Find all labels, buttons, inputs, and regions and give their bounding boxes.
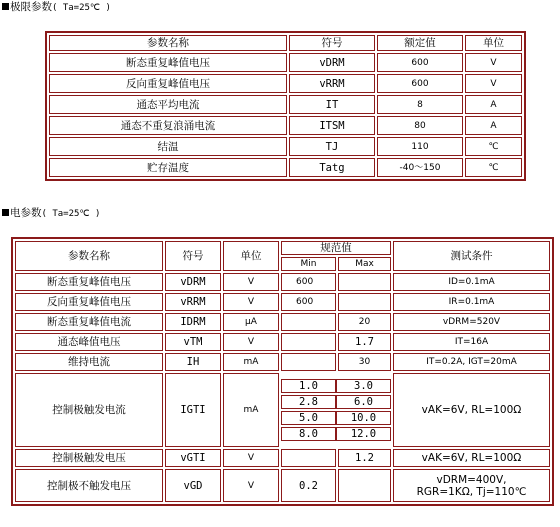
param-symbol: vTM [165, 333, 221, 351]
param-condition: vDRM=520V [393, 313, 550, 331]
param-name: 断态重复峰值电流 [15, 313, 163, 331]
col-header-name: 参数名称 [49, 35, 287, 51]
param-symbol: TJ [289, 137, 375, 156]
param-value: -40～150 [377, 158, 463, 177]
col-header-name: 参数名称 [15, 241, 163, 271]
igt-range-row [281, 427, 391, 441]
param-value: 600 [377, 53, 463, 72]
param-condition: IR=0.1mA [393, 293, 550, 311]
param-name: 通态峰值电压 [15, 333, 163, 351]
param-unit: V [223, 333, 279, 351]
table-row [49, 158, 522, 177]
col-header-max: Max [338, 257, 391, 271]
square-bullet-icon [2, 3, 9, 10]
table-row [49, 116, 522, 135]
param-unit: V [223, 469, 279, 502]
param-name: 通态平均电流 [49, 95, 287, 114]
param-min [281, 333, 336, 351]
param-symbol: Tatg [289, 158, 375, 177]
table-row [15, 449, 550, 467]
param-symbol: vGD [165, 469, 221, 502]
param-unit: mA [223, 373, 279, 447]
param-condition: vAK=6V, RL=100Ω [393, 449, 550, 467]
table-row [15, 273, 550, 291]
param-symbol: IT [289, 95, 375, 114]
param-value: 110 [377, 137, 463, 156]
table-row [49, 53, 522, 72]
param-name: 结温 [49, 137, 287, 156]
param-min [281, 353, 336, 371]
section-2-title: 电参数( Ta=25℃ ) [2, 207, 100, 220]
param-name: 维持电流 [15, 353, 163, 371]
igt-range-row [281, 411, 391, 425]
igt-range-min: 8.0 [281, 427, 336, 441]
param-name: 贮存温度 [49, 158, 287, 177]
igt-range-max: 6.0 [336, 395, 391, 409]
param-max [338, 273, 391, 291]
param-unit: mA [223, 353, 279, 371]
col-header-min: Min [281, 257, 336, 271]
igt-range-table [281, 377, 391, 443]
param-min: 600 [281, 293, 336, 311]
param-unit: V [223, 273, 279, 291]
limit-parameters-table [45, 31, 526, 181]
col-header-unit: 单位 [465, 35, 522, 51]
igt-range-max: 3.0 [336, 379, 391, 393]
param-unit: ℃ [465, 158, 522, 177]
table-row [15, 373, 550, 447]
param-name: 控制极触发电流 [15, 373, 163, 447]
param-condition: IT=16A [393, 333, 550, 351]
param-unit: V [223, 293, 279, 311]
table-row [15, 333, 550, 351]
param-unit: μA [223, 313, 279, 331]
param-name: 控制极不触发电压 [15, 469, 163, 502]
param-symbol: IDRM [165, 313, 221, 331]
col-header-condition: 测试条件 [393, 241, 550, 271]
table-row [49, 74, 522, 93]
param-value: 80 [377, 116, 463, 135]
condition-line: RGR=1KΩ, Tj=110℃ [416, 485, 527, 498]
igt-range-row [281, 395, 391, 409]
param-value: 8 [377, 95, 463, 114]
param-unit: V [465, 53, 522, 72]
igt-range-row [281, 379, 391, 393]
param-name: 反向重复峰值电压 [49, 74, 287, 93]
igt-range-cell [281, 373, 391, 447]
table-row [49, 137, 522, 156]
igt-range-min: 2.8 [281, 395, 336, 409]
param-symbol: vGTI [165, 449, 221, 467]
param-symbol: vDRM [165, 273, 221, 291]
param-symbol: ITSM [289, 116, 375, 135]
param-symbol: vRRM [289, 74, 375, 93]
param-max [338, 293, 391, 311]
param-min: 600 [281, 273, 336, 291]
col-header-symbol: 符号 [289, 35, 375, 51]
param-min [281, 449, 336, 467]
param-max: 20 [338, 313, 391, 331]
param-unit: A [465, 95, 522, 114]
section-1-title: 极限参数( Ta=25℃ ) [2, 1, 111, 14]
param-max: 1.7 [338, 333, 391, 351]
param-condition: vAK=6V, RL=100Ω [393, 373, 550, 447]
param-max: 30 [338, 353, 391, 371]
param-condition [393, 469, 550, 502]
table-row [15, 469, 550, 502]
table-row [15, 313, 550, 331]
igt-range-max: 12.0 [336, 427, 391, 441]
param-symbol: IGTI [165, 373, 221, 447]
param-min: 0.2 [281, 469, 336, 502]
param-name: 控制极触发电压 [15, 449, 163, 467]
param-value: 600 [377, 74, 463, 93]
table-row [49, 95, 522, 114]
param-min [281, 313, 336, 331]
igt-range-min: 1.0 [281, 379, 336, 393]
param-symbol: IH [165, 353, 221, 371]
igt-range-min: 5.0 [281, 411, 336, 425]
square-bullet-icon [2, 209, 9, 216]
col-header-spec: 规范值 [281, 241, 391, 255]
table-header-row [15, 241, 550, 255]
param-name: 通态不重复浪涌电流 [49, 116, 287, 135]
param-max: 1.2 [338, 449, 391, 467]
param-unit: V [465, 74, 522, 93]
condition-line: vDRM=400V, [436, 473, 507, 486]
param-condition: IT=0.2A, IGT=20mA [393, 353, 550, 371]
param-name: 反向重复峰值电压 [15, 293, 163, 311]
param-symbol: vRRM [165, 293, 221, 311]
param-name: 断态重复峰值电压 [15, 273, 163, 291]
col-header-unit: 单位 [223, 241, 279, 271]
param-symbol: vDRM [289, 53, 375, 72]
param-max [338, 469, 391, 502]
table-header-row [49, 35, 522, 51]
param-unit: A [465, 116, 522, 135]
param-condition: ID=0.1mA [393, 273, 550, 291]
param-unit: ℃ [465, 137, 522, 156]
igt-range-max: 10.0 [336, 411, 391, 425]
param-unit: V [223, 449, 279, 467]
table-row [15, 353, 550, 371]
param-name: 断态重复峰值电压 [49, 53, 287, 72]
col-header-value: 额定值 [377, 35, 463, 51]
electrical-parameters-table [11, 237, 554, 506]
table-row [15, 293, 550, 311]
col-header-symbol: 符号 [165, 241, 221, 271]
